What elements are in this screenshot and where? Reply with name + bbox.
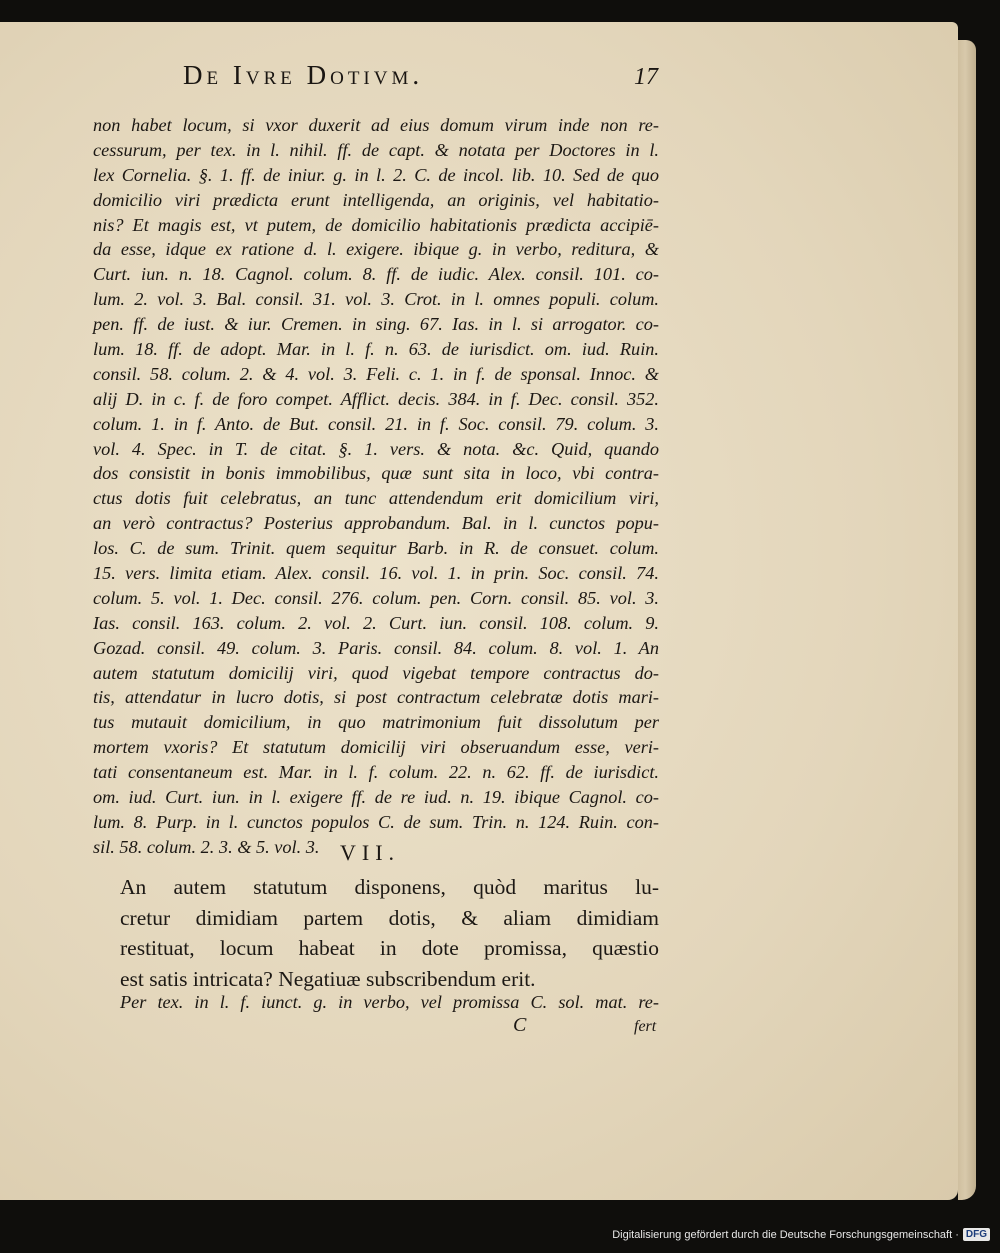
body-text [93,113,659,860]
footer-text: Digitalisierung gefördert durch die Deutsche Forschungsgemeinschaft · [612,1228,959,1241]
body-line: nis? Et magis est, vt putem, de domicilio habitationis prædicta accipiē- [93,214,659,235]
page-edge [958,40,976,1200]
answer-line: Per tex. in l. f. iunct. g. in verbo, vel promissa C. sol. mat. re- [120,992,659,1012]
page-number: 17 [634,64,658,90]
question-line: An autem statutum disponens, quòd maritus lu- [120,875,659,899]
body-line: pen. ff. de iust. & iur. Cremen. in sing. 67. Ias. in l. si arrogator. co- [93,314,659,335]
body-line: dos consistit in bonis immobilibus, quæ sunt sita in loco, vbi contra- [93,463,659,484]
body-line: non habet locum, si vxor duxerit ad eius domum virum inde non re- [93,115,659,135]
question-line: est satis intricata? Negatiuæ subscribendum erit. [120,966,536,991]
body-line: autem statutum domicilij viri, quod vigebat tempore contractus do- [93,662,659,683]
body-line: cessurum, per tex. in l. nihil. ff. de capt. & notata per Doctores in l. [93,139,659,160]
body-line: Curt. iun. n. 18. Cagnol. colum. 8. ff. de iudic. Alex. consil. 101. co- [93,264,659,285]
body-line: lum. 8. Purp. in l. cunctos populos C. de sum. Trin. n. 124. Ruin. con- [93,811,659,832]
question-line: restituat, locum habeat in dote promissa, quæstio [120,936,659,960]
body-line: lex Cornelia. §. 1. ff. de iniur. g. in l. 2. C. de incol. lib. 10. Sed de quo [93,164,659,185]
body-line: sil. 58. colum. 2. 3. & 5. vol. 3. [93,836,320,857]
body-line: lum. 2. vol. 3. Bal. consil. 31. vol. 3. Crot. in l. omnes populi. colum. [93,289,659,310]
running-title: De Ivre Dotivm. [183,60,424,90]
body-line: consil. 58. colum. 2. & 4. vol. 3. Feli. c. 1. in f. de sponsal. Innoc. & [93,363,659,384]
body-line: ctus dotis fuit celebratus, an tunc attendendum erit domicilium viri, [93,488,659,509]
body-line: an verò contractus? Posterius approbandum. Bal. in l. cunctos popu- [93,513,659,534]
question-line: cretur dimidiam partem dotis, & aliam dimidiam [120,905,659,930]
body-line: domicilio viri prædicta erunt intelligenda, an originis, vel habitatio- [93,189,659,210]
body-line: vol. 4. Spec. in T. de citat. §. 1. vers. & nota. &c. Quid, quando [93,438,659,459]
body-line: lum. 18. ff. de adopt. Mar. in l. f. n. 63. de iurisdict. om. iud. Ruin. [93,339,659,360]
body-line: tati consentaneum est. Mar. in l. f. colum. 22. n. 62. ff. de iurisdict. [93,762,659,783]
page-header [183,60,658,91]
body-line: Gozad. consil. 49. colum. 3. Paris. consil. 84. colum. 8. vol. 1. An [93,637,659,658]
body-line: colum. 5. vol. 1. Dec. consil. 276. colum. pen. Corn. consil. 85. vol. 3. [93,587,659,608]
body-line: om. iud. Curt. iun. in l. exigere ff. de re iud. n. 19. ibique Cagnol. co- [93,787,659,808]
body-line: Ias. consil. 163. colum. 2. vol. 2. Curt. iun. consil. 108. colum. 9. [93,612,659,633]
body-line: da esse, idque ex ratione d. l. exigere. ibique g. in verbo, reditura, & [93,239,659,260]
body-line: tis, attendatur in lucro dotis, si post contractum celebratæ dotis mari- [93,687,659,708]
body-line: 15. vers. limita etiam. Alex. consil. 16. vol. 1. in prin. Soc. consil. 74. [93,563,659,584]
body-line: colum. 1. in f. Anto. de But. consil. 21. in f. Soc. consil. 79. colum. 3. [93,413,659,434]
signature-mark: C [513,1014,527,1036]
body-line: alij D. in c. f. de foro compet. Afflict. decis. 384. in f. Dec. consil. 352. [93,388,659,409]
footer-credit [612,1228,990,1241]
dfg-logo: DFG [963,1228,990,1241]
body-line: tus mutauit domicilium, in quo matrimonium fuit dissolutum per [93,712,659,733]
section-number: VII. [340,840,401,865]
catchword: fert [634,1018,657,1035]
question-text [120,872,659,994]
body-line: los. C. de sum. Trinit. quem sequitur Barb. in R. de consuet. colum. [93,538,659,559]
body-line: mortem vxoris? Et statutum domicilij viri obseruandum esse, veri- [93,737,659,758]
